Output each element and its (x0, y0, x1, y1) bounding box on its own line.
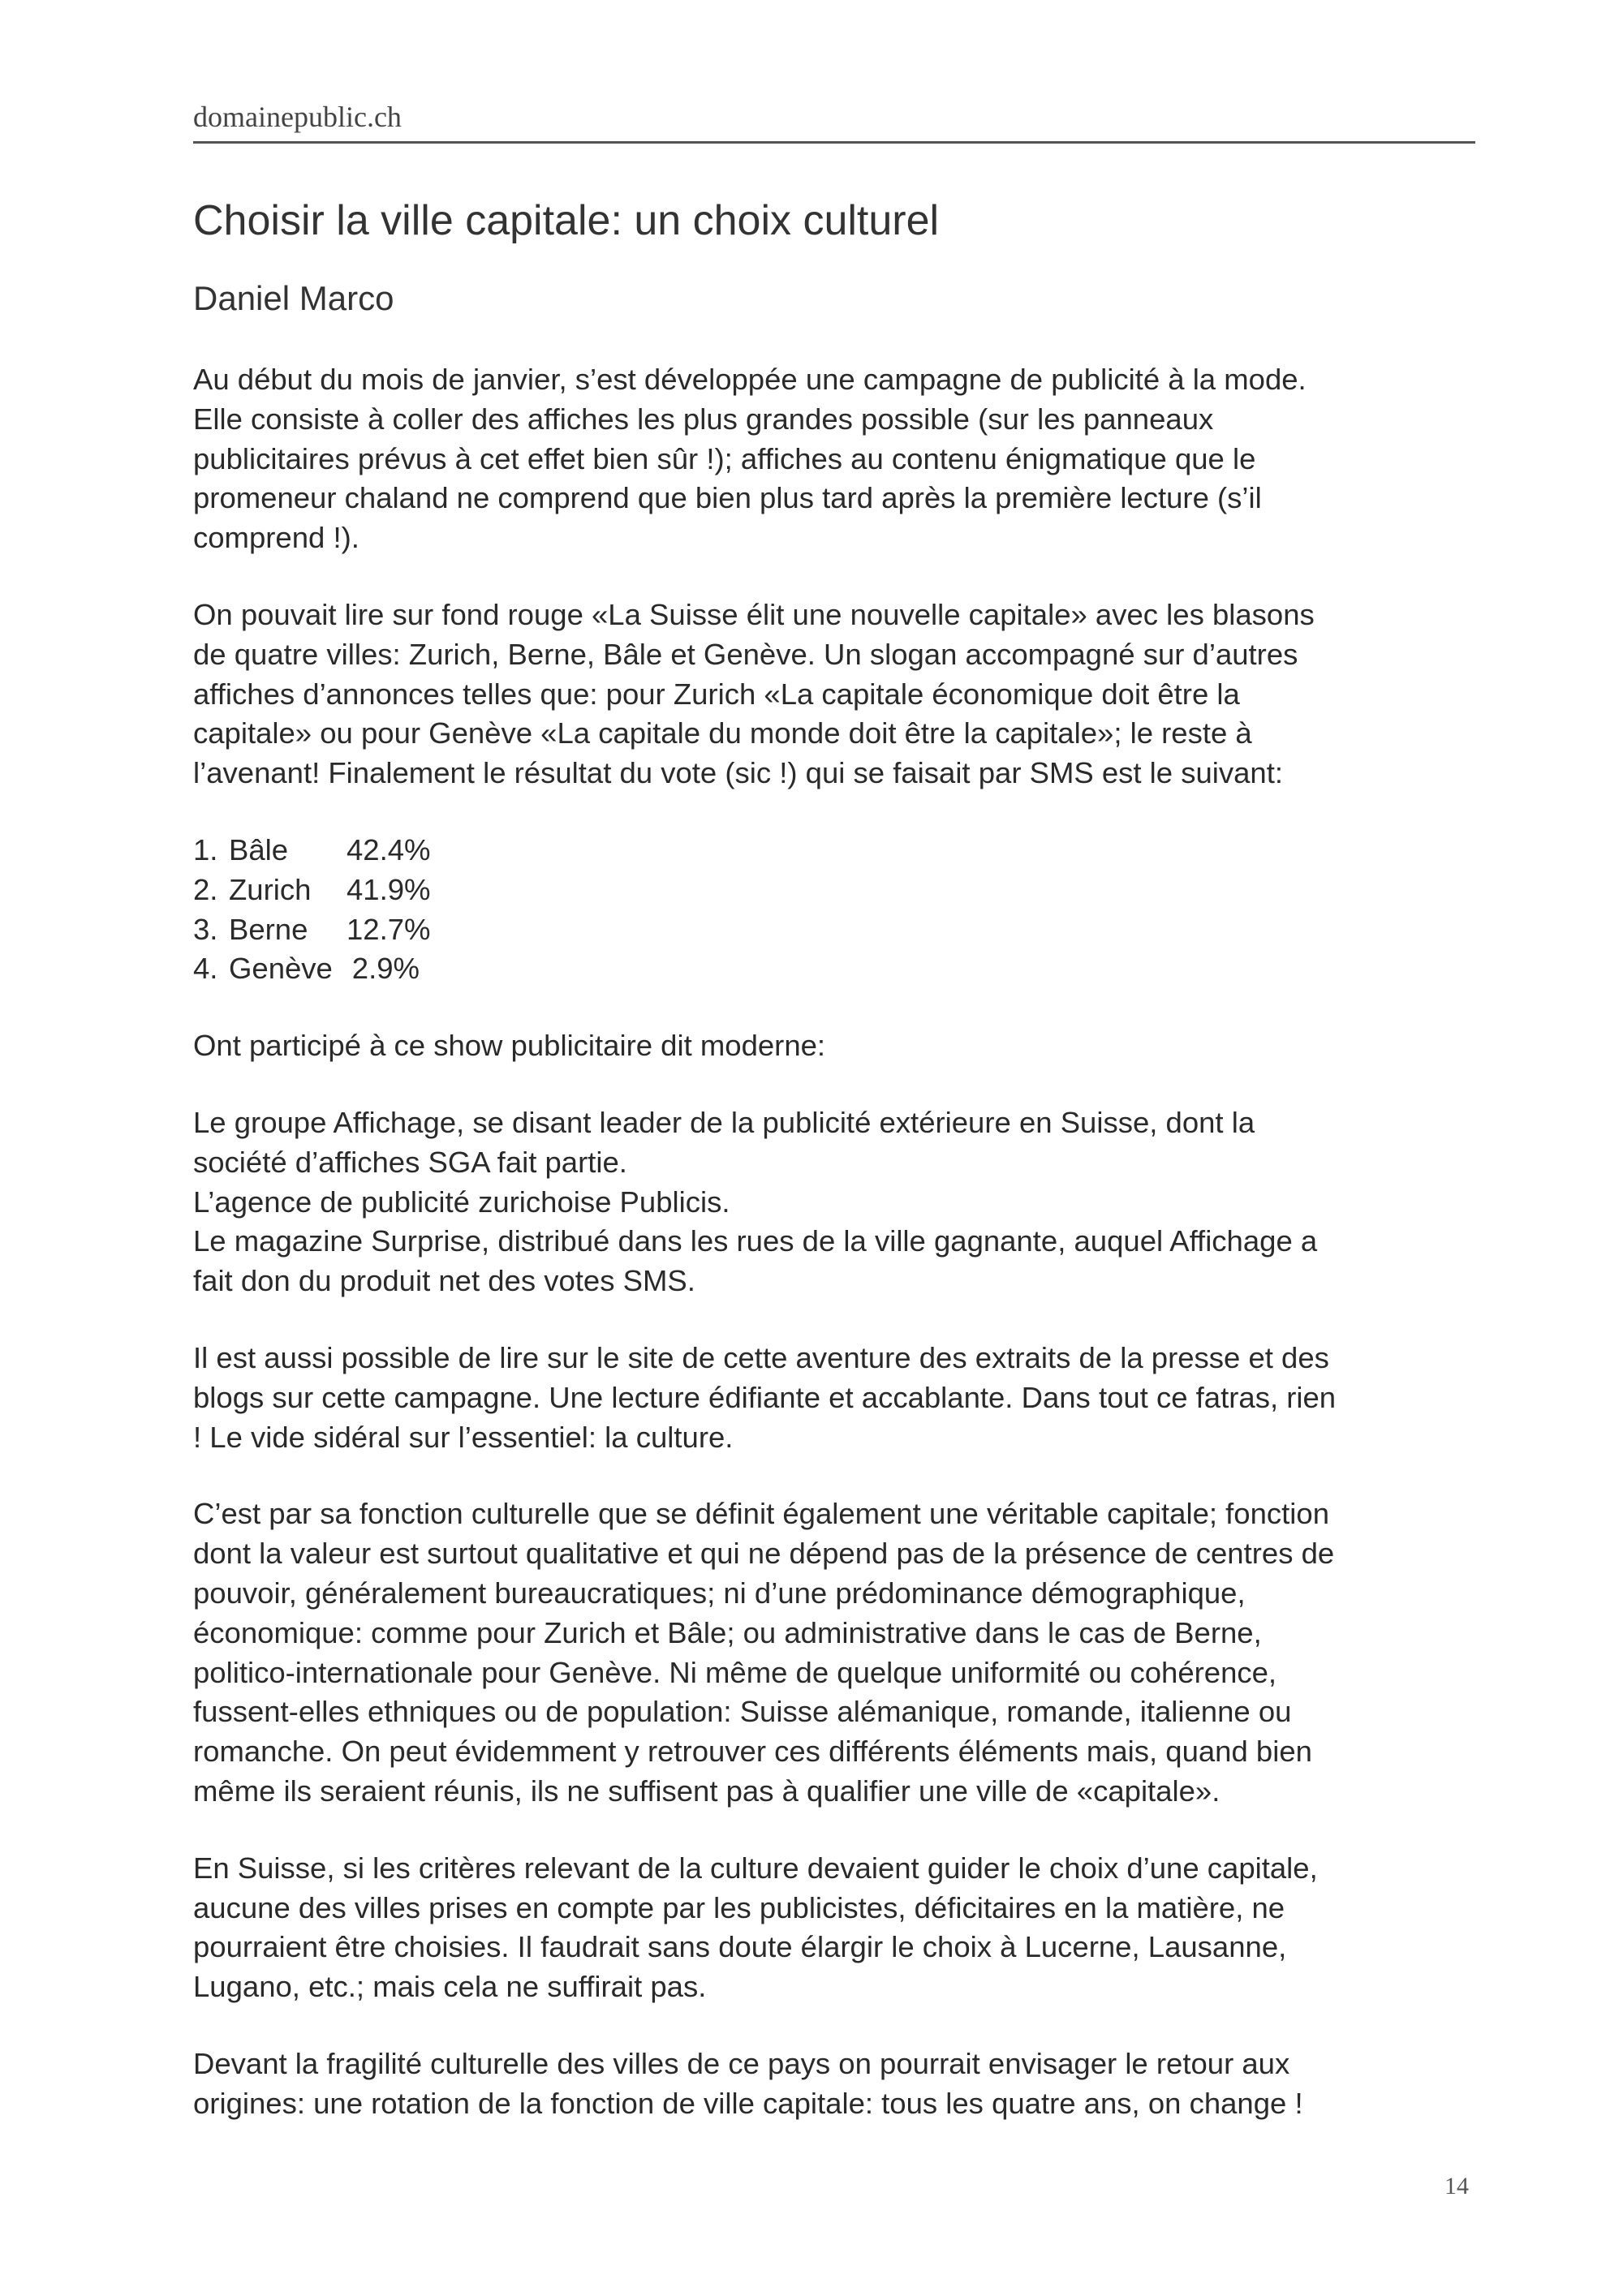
paragraph-line: origines: une rotation de la fonction de ville capitale: tous les quatre ans, on change ! (193, 2086, 1303, 2120)
paragraph-line: comprend !). (193, 521, 359, 555)
paragraph-line: publicitaires prévus à cet effet bien sûr !); affiches au contenu énigmatique que le (193, 441, 1256, 475)
paragraph-line: pourraient être choisies. Il faudrait sans doute élargir le choix à Lucerne, Lausanne, (193, 1930, 1287, 1964)
paragraph-line: Le groupe Affichage, se disant leader de la publicité extérieure en Suisse, dont la (193, 1105, 1255, 1139)
paragraph (193, 1494, 1475, 1811)
article-body (193, 1026, 1475, 2123)
site-name: domainepublic.ch (193, 101, 402, 133)
paragraph (193, 1849, 1475, 2007)
paragraph-line: Le magazine Surprise, distribué dans les rues de la ville gagnante, auquel Affichage a (193, 1224, 1318, 1258)
result-value: 2.9% (351, 952, 420, 986)
page-number: 14 (1444, 2173, 1469, 2199)
paragraph (193, 1103, 1475, 1301)
result-rank: 2. (193, 872, 218, 906)
article-title: Choisir la ville capitale: un choix culturel (193, 197, 940, 244)
paragraph (193, 360, 1475, 558)
paragraph-line: affiches d’annonces telles que: pour Zurich «La capitale économique doit être la (193, 677, 1240, 711)
result-city: Bâle (229, 832, 289, 866)
paragraph-line: dont la valeur est surtout qualitative et qui ne dépend pas de la présence de centres de (193, 1537, 1335, 1571)
paragraph-line: société d’affiches SGA fait partie. (193, 1145, 627, 1179)
paragraph-line: Elle consiste à coller des affiches les plus grandes possible (sur les panneaux (193, 402, 1214, 436)
result-rank: 4. (193, 952, 218, 986)
paragraph-line: ! Le vide sidéral sur l’essentiel: la culture. (193, 1420, 734, 1454)
result-row (193, 949, 1475, 989)
paragraph-line: fait don du produit net des votes SMS. (193, 1264, 695, 1298)
article-body-intro (193, 360, 1475, 793)
paragraph-line: L’agence de publicité zurichoise Publicis. (193, 1185, 730, 1219)
vote-results-list (193, 831, 1475, 989)
paragraph-line: Il est aussi possible de lire sur le site de cette aventure des extraits de la presse et des (193, 1340, 1329, 1374)
paragraph-line: On pouvait lire sur fond rouge «La Suisse élit une nouvelle capitale» avec les blasons (193, 597, 1315, 631)
result-row (193, 871, 1475, 910)
paragraph-line: de quatre villes: Zurich, Berne, Bâle et Genève. Un slogan accompagné sur d’autres (193, 637, 1298, 671)
paragraph-line: économique: comme pour Zurich et Bâle; ou administrative dans le cas de Berne, (193, 1615, 1262, 1649)
paragraph (193, 595, 1475, 793)
paragraph-line: En Suisse, si les critères relevant de la culture devaient guider le choix d’une capitale, (193, 1851, 1318, 1885)
article (193, 188, 1475, 2123)
result-row (193, 831, 1475, 871)
paragraph-line: capitale» ou pour Genève «La capitale du monde doit être la capitale»; le reste à (193, 716, 1252, 750)
result-row (193, 910, 1475, 950)
site-header (193, 99, 1475, 144)
paragraph-line: politico-internationale pour Genève. Ni même de quelque uniformité ou cohérence, (193, 1655, 1277, 1689)
paragraph-line: romanche. On peut évidemment y retrouver ces différents éléments mais, quand bien (193, 1735, 1312, 1769)
result-city: Zurich (229, 872, 312, 906)
paragraph-line: pouvoir, généralement bureaucratiques; ni d’une prédominance démographique, (193, 1576, 1246, 1610)
paragraph (193, 1026, 1475, 1066)
paragraph-line: promeneur chaland ne comprend que bien plus tard après la première lecture (s’il (193, 481, 1262, 515)
result-city: Berne (229, 912, 308, 946)
paragraph-line: Lugano, etc.; mais cela ne suffirait pas. (193, 1970, 707, 2004)
result-rank: 3. (193, 912, 218, 946)
paragraph (193, 2044, 1475, 2124)
result-value: 42.4% (347, 832, 431, 866)
paragraph-line: même ils seraient réunis, ils ne suffisent pas à qualifier une ville de «capitale». (193, 1774, 1220, 1808)
paragraph-line: Au début du mois de janvier, s’est développée une campagne de publicité à la mode. (193, 363, 1307, 396)
paragraph-line: C’est par sa fonction culturelle que se définit également une véritable capitale; fonction (193, 1497, 1330, 1531)
paragraph-line: Devant la fragilité culturelle des villes de ce pays on pourrait envisager le retour aux (193, 2046, 1290, 2080)
result-city: Genève (229, 952, 333, 986)
paragraph-line: l’avenant! Finalement le résultat du vote (sic !) qui se faisait par SMS est le suivant: (193, 756, 1284, 790)
paragraph-line: aucune des villes prises en compte par les publicistes, déficitaires en la matière, ne (193, 1890, 1285, 1924)
paragraph-line: fussent-elles ethniques ou de population: Suisse alémanique, romande, italienne ou (193, 1695, 1292, 1729)
paragraph-line: blogs sur cette campagne. Une lecture édifiante et accablante. Dans tout ce fatras, rien (193, 1380, 1337, 1414)
article-author: Daniel Marco (193, 279, 394, 317)
result-value: 12.7% (347, 912, 431, 946)
result-rank: 1. (193, 832, 218, 866)
paragraph-line: Ont participé à ce show publicitaire dit moderne: (193, 1029, 826, 1063)
result-value: 41.9% (347, 872, 431, 906)
paragraph (193, 1339, 1475, 1457)
